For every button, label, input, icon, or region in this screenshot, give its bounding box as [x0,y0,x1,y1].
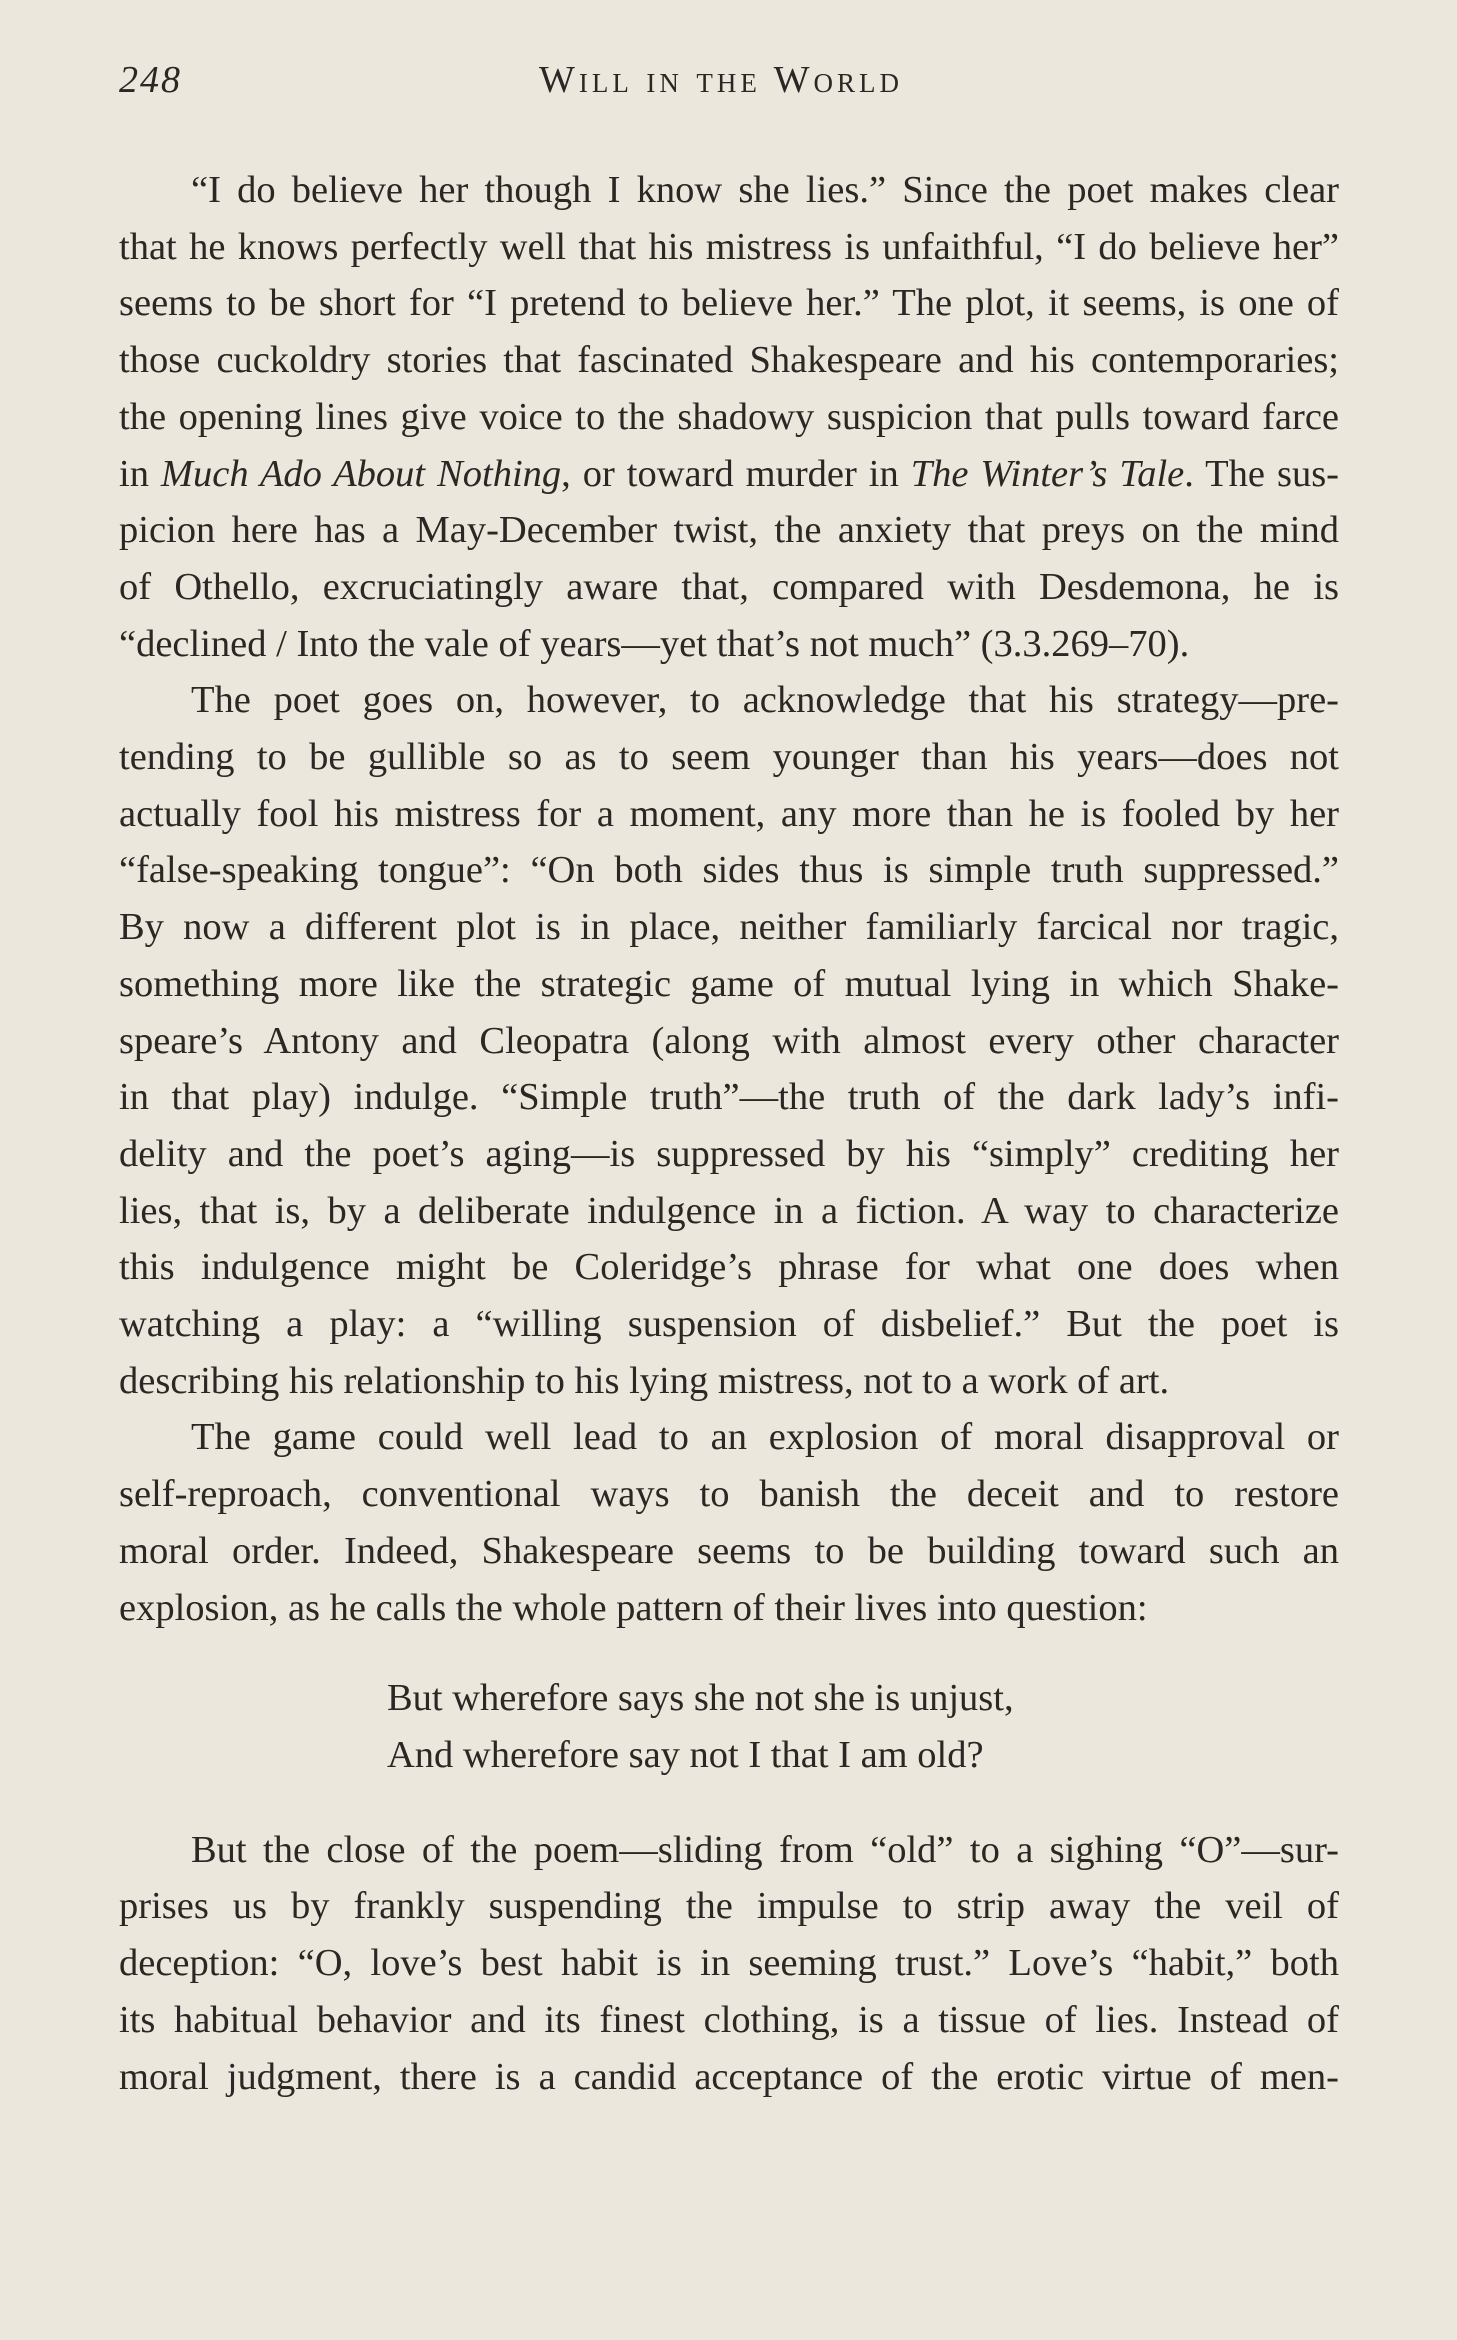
text-line: deception: “O, love’s best habit is in seeming trust.” Love’s “habit,” both [119,1942,1339,1985]
text-line: something more like the strategic game of mutual lying in which Shake- [119,962,1339,1005]
text-line: The game could well lead to an explosion of moral disapproval or [191,1416,1339,1459]
text-line: actually fool his mistress for a moment, any more than he is fooled by her [119,792,1339,835]
text-line: those cuckoldry stories that fascinated Shakespeare and his contemporaries; [119,339,1339,382]
paragraph-2 [119,672,1339,1409]
text-line: its habitual behavior and its finest clothing, is a tissue of lies. Instead of [119,1998,1339,2041]
page-header [119,58,1339,108]
text-line: self-reproach, conventional ways to banish the deceit and to restore [119,1473,1339,1516]
text-line: seems to be short for “I pretend to believe her.” The plot, it seems, is one of [119,282,1339,325]
text-line: moral judgment, there is a candid acceptance of the erotic virtue of men- [119,2055,1339,2098]
text-line: in that play) indulge. “Simple truth”—the truth of the dark lady’s infi- [119,1076,1339,1119]
text-line: prises us by frankly suspending the impulse to strip away the veil of [119,1885,1339,1928]
text-line: speare’s Antony and Cleopatra (along with almost every other character [119,1019,1339,1062]
paragraph-3 [119,1409,1339,1636]
paragraphs [119,162,1339,1636]
text-line: The poet goes on, however, to acknowledge that his strategy—pre- [191,679,1339,722]
body-text [119,162,1339,2105]
text-line: picion here has a May-December twist, the anxiety that preys on the mind [119,509,1339,552]
text-line: delity and the poet’s aging—is suppressed by his “simply” crediting her [119,1132,1339,1175]
running-head: Will in the World [539,59,903,101]
verse-quotation [387,1670,1339,1783]
text-line: this indulgence might be Coleridge’s phrase for what one does when [119,1246,1339,1289]
text-line: of Othello, excruciatingly aware that, compared with Desdemona, he is [119,565,1339,608]
text-line: But the close of the poem—sliding from “old” to a sighing “O”—sur- [191,1828,1339,1871]
paragraph-1 [119,162,1339,672]
text-line: tending to be gullible so as to seem younger than his years—does not [119,736,1339,779]
text-line: “false-speaking tongue”: “On both sides thus is simple truth suppressed.” [119,849,1339,892]
text-line: “I do believe her though I know she lies.” Since the poet makes clear [191,169,1339,211]
text-line: that he knows perfectly well that his mistress is unfaithful, “I do believe her” [119,225,1339,268]
text-line: moral order. Indeed, Shakespeare seems to be building toward such an [119,1529,1339,1572]
text-line: “declined / Into the vale of years—yet that’s not much” (3.3.269–70). [119,622,1190,665]
text-line: the opening lines give voice to the shadowy suspicion that pulls toward farce [119,395,1339,438]
text-line: By now a different plot is in place, neither familiarly farcical nor tragic, [119,906,1339,949]
text-line: watching a play: a “willing suspension of disbelief.” But the poet is [119,1303,1339,1346]
text-line: in Much Ado About Nothing, or toward murder in The Winter’s Tale. The sus- [119,452,1340,495]
page-number: 248 [119,59,182,101]
paragraph-final [119,1822,1339,2106]
text-line: describing his relationship to his lying mistress, not to a work of art. [119,1359,1170,1402]
final-paragraph [119,1822,1339,2106]
text-line: explosion, as he calls the whole pattern of their lives into question: [119,1586,1148,1629]
text-line: lies, that is, by a deliberate indulgence in a fiction. A way to characterize [119,1189,1339,1232]
verse-line: But wherefore says she not she is unjust, [387,1677,1014,1720]
verse-line: And wherefore say not I that I am old? [387,1733,984,1776]
